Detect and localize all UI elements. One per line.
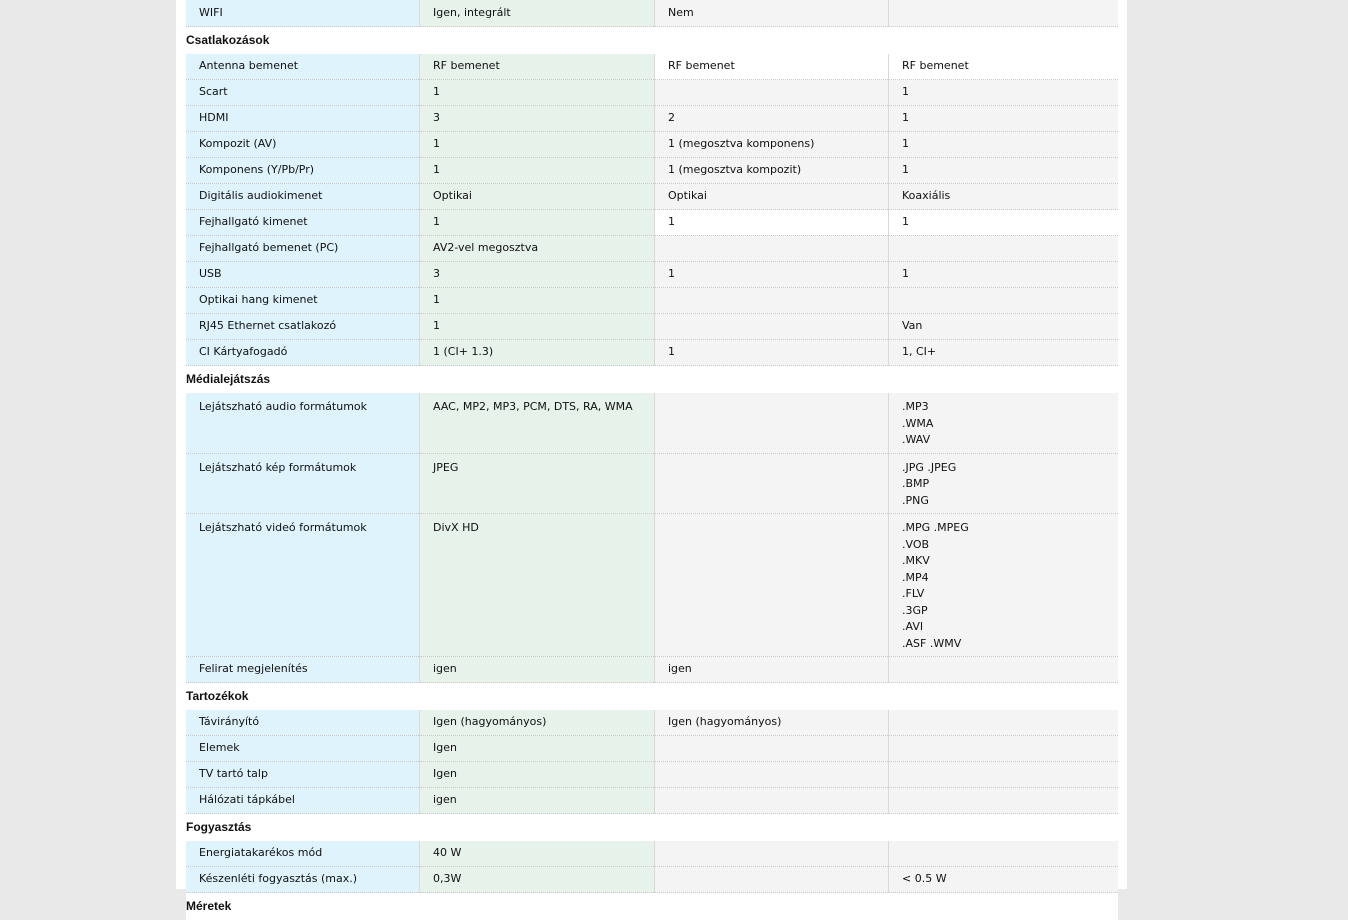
format-item: .MP3 xyxy=(902,399,1118,416)
spec-label: Fejhallgató bemenet (PC) xyxy=(186,236,420,262)
spec-value-3 xyxy=(889,236,1119,262)
format-item: .MP4 xyxy=(902,570,1118,587)
spec-value-2: igen xyxy=(655,657,889,683)
spec-row xyxy=(186,106,1118,132)
spec-row xyxy=(186,314,1118,340)
spec-table xyxy=(186,0,1118,920)
spec-value-3: 1 xyxy=(889,158,1119,184)
spec-row xyxy=(186,736,1118,762)
spec-value-1: 1 xyxy=(420,158,655,184)
spec-value-1: 1 xyxy=(420,80,655,106)
format-item: .JPG .JPEG xyxy=(902,460,1118,477)
section-header xyxy=(186,27,1118,55)
spec-label: Lejátszható audio formátumok xyxy=(186,393,420,453)
spec-value-3 xyxy=(889,514,1119,657)
spec-row xyxy=(186,340,1118,366)
format-item: .VOB xyxy=(902,537,1118,554)
spec-value-1: 3 xyxy=(420,106,655,132)
spec-row xyxy=(186,393,1118,453)
spec-value-2 xyxy=(655,314,889,340)
spec-value-1: RF bemenet xyxy=(420,54,655,80)
spec-value-2: 1 xyxy=(655,262,889,288)
section-header xyxy=(186,893,1118,920)
spec-value-3: < 0.5 W xyxy=(889,867,1119,893)
spec-label: TV tartó talp xyxy=(186,762,420,788)
spec-value-2: 1 xyxy=(655,210,889,236)
spec-value-3: Koaxiális xyxy=(889,184,1119,210)
spec-value-3: 1 xyxy=(889,106,1119,132)
format-item: .3GP xyxy=(902,603,1118,620)
spec-value-3 xyxy=(889,657,1119,683)
format-item: .MKV xyxy=(902,553,1118,570)
spec-value-2: 1 (megosztva kompozit) xyxy=(655,158,889,184)
spec-value-1: Igen (hagyományos) xyxy=(420,710,655,736)
spec-value-3: 1, CI+ xyxy=(889,340,1119,366)
spec-value-1: 1 (CI+ 1.3) xyxy=(420,340,655,366)
spec-row xyxy=(186,262,1118,288)
spec-value-2: 1 (megosztva komponens) xyxy=(655,132,889,158)
spec-label: Energiatakarékos mód xyxy=(186,841,420,867)
spec-row xyxy=(186,132,1118,158)
spec-value-1: DivX HD xyxy=(420,514,655,657)
format-item: .AVI xyxy=(902,619,1118,636)
spec-row xyxy=(186,158,1118,184)
spec-value-3 xyxy=(889,393,1119,453)
spec-value-2: Optikai xyxy=(655,184,889,210)
section-header xyxy=(186,814,1118,842)
section-title: Tartozékok xyxy=(186,683,1118,711)
spec-value-2 xyxy=(655,236,889,262)
spec-value-3 xyxy=(889,841,1119,867)
format-item: .WAV xyxy=(902,432,1118,449)
spec-value-2 xyxy=(655,393,889,453)
format-item: .BMP xyxy=(902,476,1118,493)
spec-label: Távirányító xyxy=(186,710,420,736)
spec-value-1: AV2-vel megosztva xyxy=(420,236,655,262)
spec-value-2 xyxy=(655,514,889,657)
spec-row xyxy=(186,0,1118,27)
spec-value-1: JPEG xyxy=(420,453,655,514)
spec-value-1: 1 xyxy=(420,132,655,158)
spec-label: Komponens (Y/Pb/Pr) xyxy=(186,158,420,184)
spec-value-3: Van xyxy=(889,314,1119,340)
section-title: Csatlakozások xyxy=(186,27,1118,55)
spec-value-2 xyxy=(655,762,889,788)
spec-value-3 xyxy=(889,453,1119,514)
spec-value-1: Igen, integrált xyxy=(420,0,655,27)
spec-value-2: Nem xyxy=(655,0,889,27)
spec-comparison xyxy=(186,0,1117,920)
spec-value-1: 1 xyxy=(420,288,655,314)
spec-value-1: Optikai xyxy=(420,184,655,210)
spec-value-2 xyxy=(655,288,889,314)
spec-label: Fejhallgató kimenet xyxy=(186,210,420,236)
spec-label: Elemek xyxy=(186,736,420,762)
spec-label: Felirat megjelenítés xyxy=(186,657,420,683)
spec-row xyxy=(186,710,1118,736)
format-item: .ASF .WMV xyxy=(902,636,1118,653)
spec-label: HDMI xyxy=(186,106,420,132)
spec-value-3 xyxy=(889,0,1119,27)
spec-value-3 xyxy=(889,736,1119,762)
spec-label: Antenna bemenet xyxy=(186,54,420,80)
spec-row xyxy=(186,288,1118,314)
spec-row xyxy=(186,80,1118,106)
spec-value-3 xyxy=(889,762,1119,788)
spec-label: Lejátszható videó formátumok xyxy=(186,514,420,657)
spec-value-1: 0,3W xyxy=(420,867,655,893)
spec-value-2 xyxy=(655,867,889,893)
spec-value-2 xyxy=(655,841,889,867)
spec-row xyxy=(186,210,1118,236)
spec-value-1: igen xyxy=(420,788,655,814)
spec-value-1: Igen xyxy=(420,762,655,788)
spec-row xyxy=(186,514,1118,657)
spec-value-1: 1 xyxy=(420,314,655,340)
spec-row xyxy=(186,184,1118,210)
spec-value-1: Igen xyxy=(420,736,655,762)
spec-value-1: 1 xyxy=(420,210,655,236)
spec-value-3: 1 xyxy=(889,80,1119,106)
spec-label: RJ45 Ethernet csatlakozó xyxy=(186,314,420,340)
spec-label: Lejátszható kép formátumok xyxy=(186,453,420,514)
spec-value-2: 2 xyxy=(655,106,889,132)
spec-value-2: Igen (hagyományos) xyxy=(655,710,889,736)
spec-value-2: 1 xyxy=(655,340,889,366)
spec-label: WIFI xyxy=(186,0,420,27)
spec-row xyxy=(186,236,1118,262)
spec-value-1: AAC, MP2, MP3, PCM, DTS, RA, WMA xyxy=(420,393,655,453)
spec-value-2: RF bemenet xyxy=(655,54,889,80)
spec-value-2 xyxy=(655,80,889,106)
section-title: Médialejátszás xyxy=(186,366,1118,394)
spec-row xyxy=(186,657,1118,683)
spec-label: Digitális audiokimenet xyxy=(186,184,420,210)
format-item: .WMA xyxy=(902,416,1118,433)
spec-label: Scart xyxy=(186,80,420,106)
spec-label: CI Kártyafogadó xyxy=(186,340,420,366)
spec-label: Készenléti fogyasztás (max.) xyxy=(186,867,420,893)
spec-value-3 xyxy=(889,288,1119,314)
spec-value-3: RF bemenet xyxy=(889,54,1119,80)
spec-row xyxy=(186,762,1118,788)
spec-label: Hálózati tápkábel xyxy=(186,788,420,814)
spec-label: Optikai hang kimenet xyxy=(186,288,420,314)
section-header xyxy=(186,366,1118,394)
spec-value-2 xyxy=(655,788,889,814)
spec-label: Kompozit (AV) xyxy=(186,132,420,158)
section-title: Méretek xyxy=(186,893,1118,920)
spec-value-3 xyxy=(889,710,1119,736)
spec-value-1: 40 W xyxy=(420,841,655,867)
spec-row xyxy=(186,788,1118,814)
format-item: .MPG .MPEG xyxy=(902,520,1118,537)
spec-value-1: 3 xyxy=(420,262,655,288)
spec-value-1: igen xyxy=(420,657,655,683)
spec-row xyxy=(186,867,1118,893)
format-item: .FLV xyxy=(902,586,1118,603)
format-item: .PNG xyxy=(902,493,1118,510)
section-title: Fogyasztás xyxy=(186,814,1118,842)
spec-row xyxy=(186,841,1118,867)
spec-value-3: 1 xyxy=(889,132,1119,158)
spec-value-3: 1 xyxy=(889,262,1119,288)
spec-row xyxy=(186,453,1118,514)
spec-value-3 xyxy=(889,788,1119,814)
spec-value-2 xyxy=(655,736,889,762)
spec-value-2 xyxy=(655,453,889,514)
spec-row xyxy=(186,54,1118,80)
spec-value-3: 1 xyxy=(889,210,1119,236)
spec-label: USB xyxy=(186,262,420,288)
section-header xyxy=(186,683,1118,711)
page xyxy=(176,0,1127,889)
